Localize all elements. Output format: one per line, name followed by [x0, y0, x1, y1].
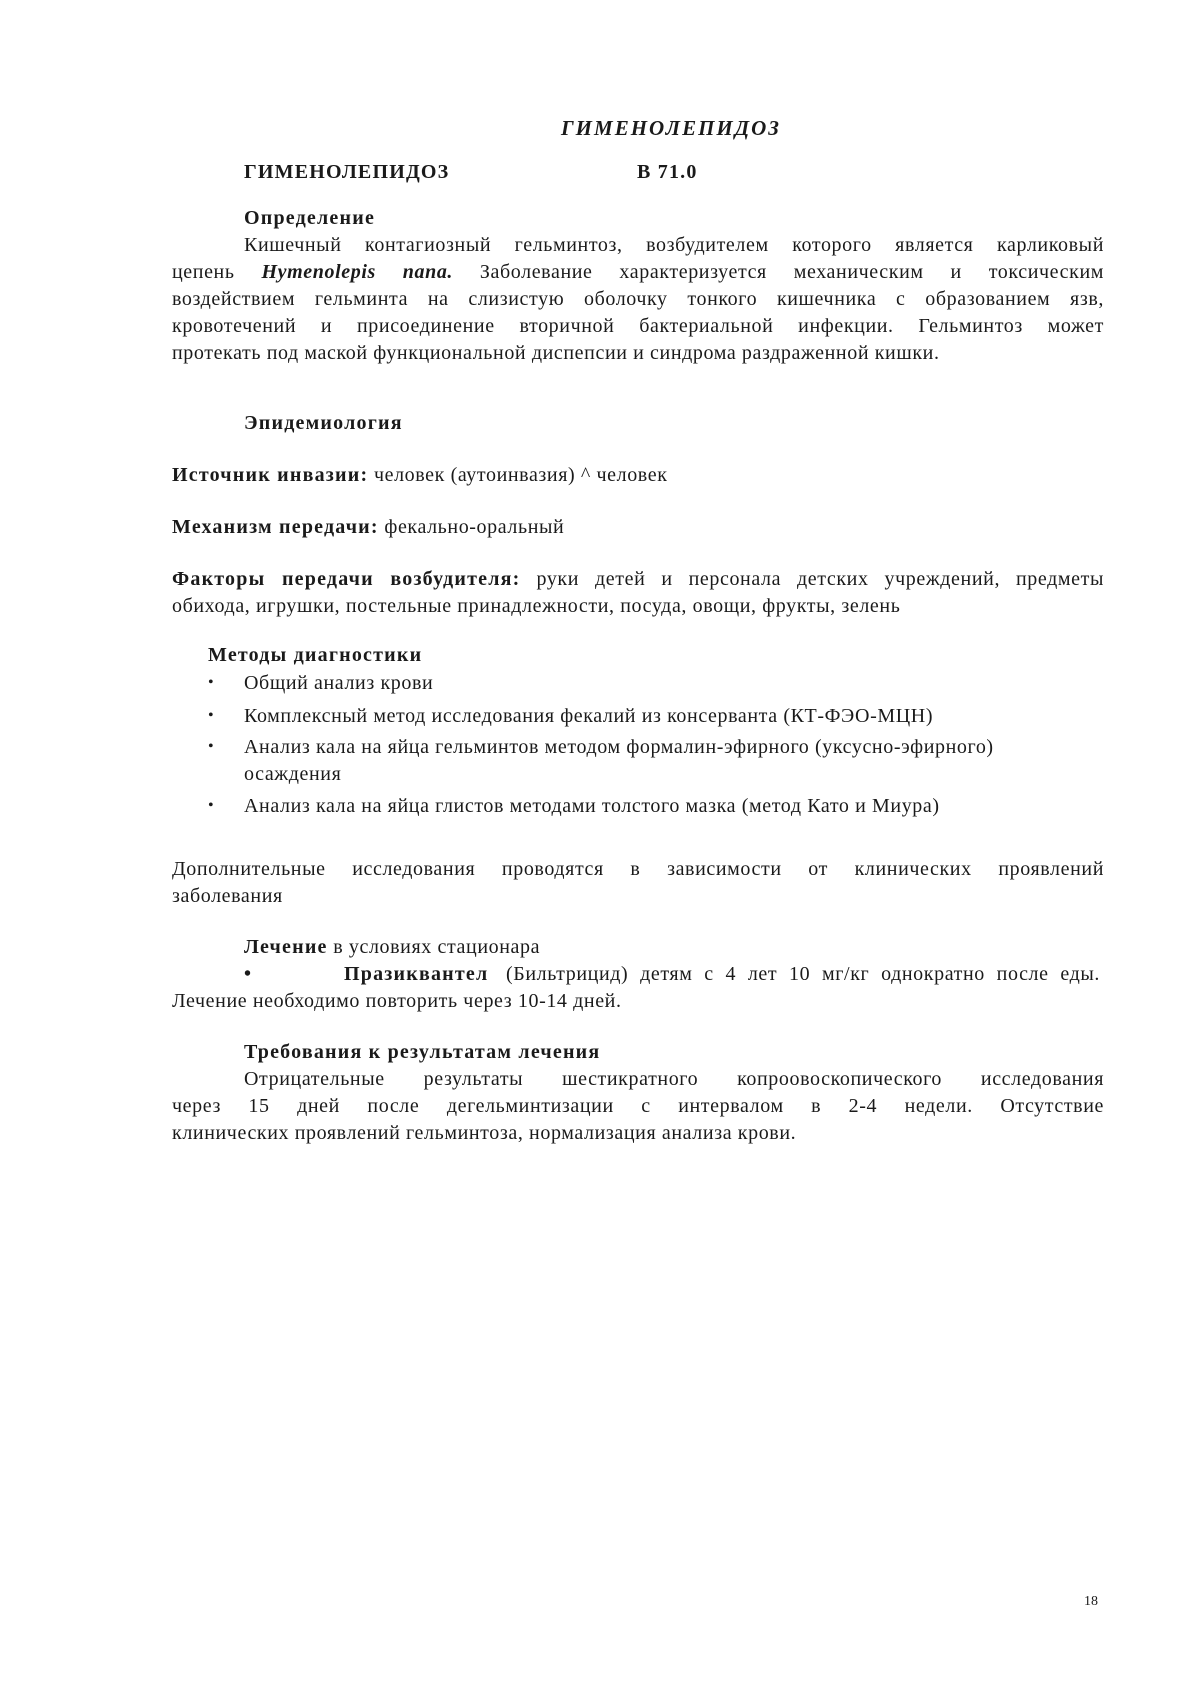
source-label: Источник инвазии: — [172, 464, 369, 486]
definition-line-2-post: Заболевание характеризуется механическим и токсическим — [453, 261, 1104, 283]
additional-studies-line-2: заболевания — [172, 885, 283, 907]
results-line-3: клинических проявлений гельминтоза, нормализация анализа крови. — [172, 1122, 797, 1144]
treatment-bullet-icon: • — [244, 963, 253, 985]
drug-dosage: (Бильтрицид) детям с 4 лет 10 мг/кг однократно после еды. — [506, 963, 1100, 985]
infection-source — [172, 461, 668, 489]
transmission-mechanism — [172, 513, 564, 541]
transmission-factors-line-2: обихода, игрушки, постельные принадлежности, посуда, овощи, фрукты, зелень — [172, 595, 901, 617]
document-page — [172, 0, 1104, 1682]
list-item-text: Комплексный метод исследования фекалий из консерванта (КТ-ФЭО-МЦН) — [244, 705, 934, 727]
bullet-icon: • — [208, 738, 215, 755]
definition-line-1: Кишечный контагиозный гельминтоз, возбудителем которого является карликовый — [244, 234, 1104, 256]
results-line-1: Отрицательные результаты шестикратного копроовоскопического исследования — [244, 1068, 1104, 1090]
diagnostics-heading: Методы диагностики — [208, 644, 423, 666]
disease-name: ГИМЕНОЛЕПИДОЗ — [244, 161, 450, 183]
page-number: 18 — [1084, 1594, 1098, 1609]
treatment-heading: Лечение — [244, 936, 328, 958]
bullet-icon: • — [208, 797, 215, 814]
icd-code: В 71.0 — [637, 161, 698, 183]
results-heading: Требования к результатам лечения — [244, 1041, 601, 1063]
source-value: человек (аутоинвазия) ^ человек — [373, 464, 668, 486]
mechanism-value: фекально-оральный — [384, 516, 565, 538]
list-item-text: Анализ кала на яйца глистов методами толстого мазка (метод Като и Миура) — [244, 795, 940, 817]
drug-name: Празиквантел — [344, 963, 489, 985]
definition-line-4: кровотечений и присоединение вторичной бактериальной инфекции. Гельминтоз может — [172, 315, 1104, 337]
additional-studies-line-1: Дополнительные исследования проводятся в зависимости от клинических проявлений — [172, 858, 1104, 880]
definition-line-2-pre: цепень — [172, 261, 262, 283]
definition-line-3: воздействием гельминта на слизистую оболочку тонкого кишечника с образованием язв, — [172, 288, 1104, 310]
treatment-repeat: Лечение необходимо повторить через 10-14 дней. — [172, 990, 622, 1012]
page-title: ГИМЕНОЛЕПИДОЗ — [561, 116, 781, 140]
factors-value: руки детей и персонала детских учреждений, предметы — [536, 568, 1105, 590]
definition-line-2 — [172, 258, 1104, 286]
list-item-text-continued: осаждения — [244, 763, 342, 785]
list-item-text: Общий анализ крови — [244, 672, 434, 694]
transmission-factors-line-1 — [172, 565, 1104, 593]
factors-label: Факторы передачи возбудителя: — [172, 568, 521, 590]
bullet-icon: • — [208, 707, 215, 724]
epidemiology-heading: Эпидемиология — [244, 412, 403, 434]
treatment-heading-line — [244, 933, 540, 961]
treatment-heading-rest: в условиях стационара — [333, 936, 541, 958]
species-name: Hymenolepis nana. — [261, 261, 454, 283]
definition-heading: Определение — [244, 207, 376, 229]
list-item-text: Анализ кала на яйца гельминтов методом формалин-эфирного (уксусно-эфирного) — [244, 736, 994, 758]
treatment-drug-line — [244, 960, 1099, 988]
results-line-2: через 15 дней после дегельминтизации с интервалом в 2-4 недели. Отсутствие — [172, 1095, 1104, 1117]
definition-line-5: протекать под маской функциональной диспепсии и синдрома раздраженной кишки. — [172, 342, 940, 364]
mechanism-label: Механизм передачи: — [172, 516, 379, 538]
bullet-icon: • — [208, 674, 215, 691]
